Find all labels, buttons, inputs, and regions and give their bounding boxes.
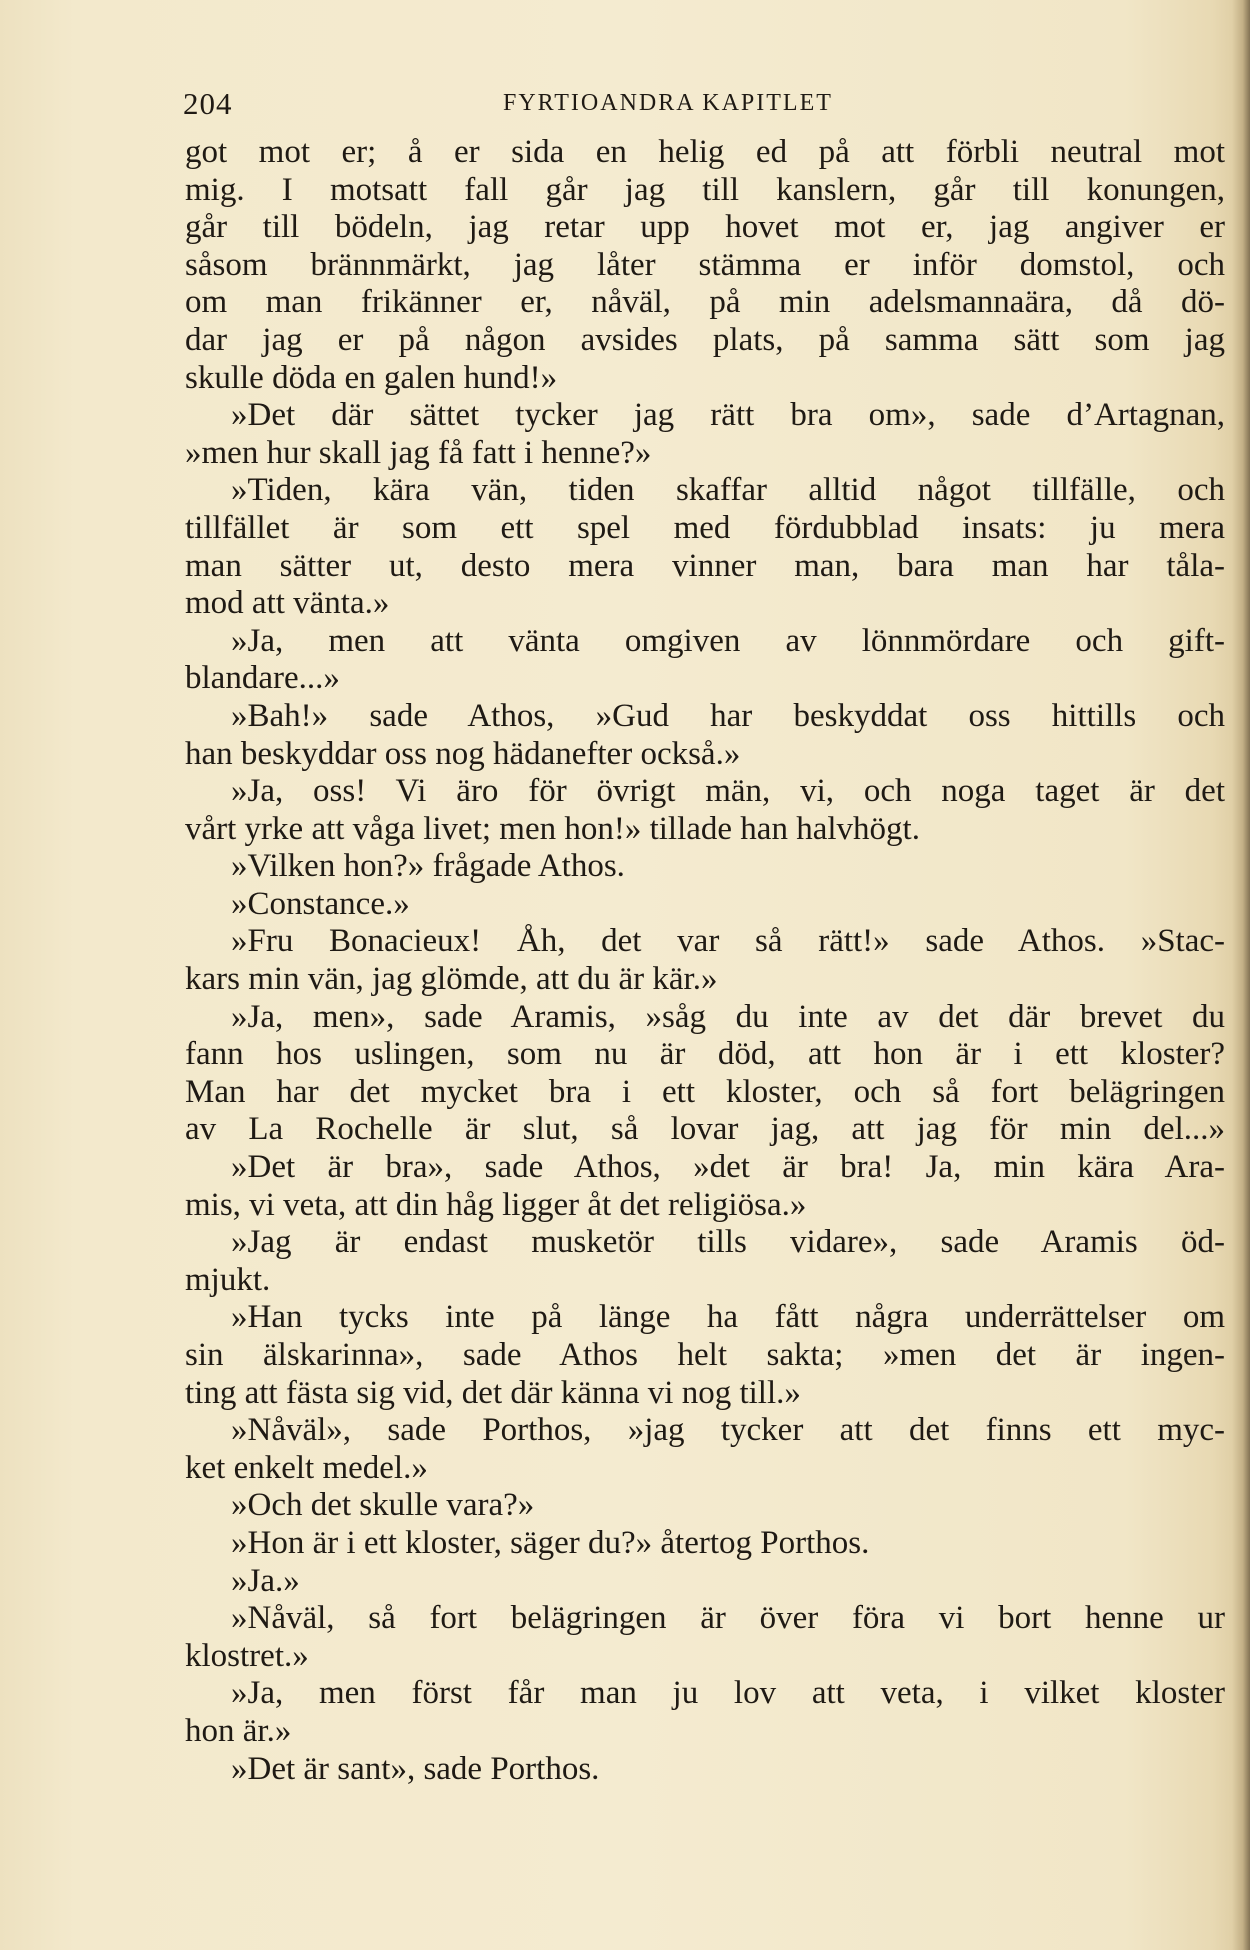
text-line: ket enkelt medel.»	[185, 1449, 428, 1486]
body-text	[185, 134, 1225, 1788]
text-line: »Ja, men», sade Aramis, »såg du inte av det där brevet du	[231, 998, 1225, 1035]
text-line: »Fru Bonacieux! Åh, det var så rätt!» sade Athos. »Stac-	[231, 923, 1225, 960]
text-line: Man har det mycket bra i ett kloster, och så fort belägringen	[185, 1073, 1225, 1110]
text-line: tillfället är som ett spel med fördubblad insats: ju mera	[185, 509, 1225, 546]
text-line: »Och det skulle vara?»	[231, 1487, 535, 1524]
text-line: »Det där sättet tycker jag rätt bra om», sade d’Artagnan,	[231, 397, 1225, 434]
text-line: blandare...»	[185, 660, 340, 697]
text-line: got mot er; å er sida en helig ed på att förbli neutral mot	[185, 134, 1225, 170]
text-line: av La Rochelle är slut, så lovar jag, att jag för min del...»	[185, 1111, 1225, 1148]
text-line: mod att vänta.»	[185, 585, 390, 622]
text-line: mjukt.	[185, 1261, 271, 1298]
text-line: mis, vi veta, att din håg ligger åt det religiösa.»	[185, 1186, 807, 1223]
text-line: »Ja, oss! Vi äro för övrigt män, vi, och noga taget är det	[231, 773, 1225, 810]
text-line: »Tiden, kära vän, tiden skaffar alltid något tillfälle, och	[231, 472, 1225, 509]
text-line: »Nåväl», sade Porthos, »jag tycker att det finns ett myc-	[231, 1412, 1225, 1449]
text-line: om man frikänner er, nåväl, på min adelsmannaära, då dö-	[185, 284, 1225, 321]
text-line: »men hur skall jag få fatt i henne?»	[185, 434, 652, 471]
text-line: dar jag er på någon avsides plats, på samma sätt som jag	[185, 321, 1225, 358]
text-line: »Det är bra», sade Athos, »det är bra! Ja, min kära Ara-	[231, 1149, 1225, 1186]
text-line: »Ja, men först får man ju lov att veta, i vilket kloster	[231, 1675, 1225, 1712]
text-line: kars min vän, jag glömde, att du är kär.»	[185, 961, 718, 998]
text-line: hon är.»	[185, 1712, 292, 1749]
text-line: mig. I motsatt fall går jag till kanslern, går till konungen,	[185, 171, 1225, 208]
page-edge-shadow	[1232, 0, 1250, 1950]
text-line: klostret.»	[185, 1637, 309, 1674]
page-number: 204	[183, 86, 233, 121]
text-line: går till bödeln, jag retar upp hovet mot er, jag angiver er	[185, 209, 1225, 246]
text-line: sin älskarinna», sade Athos helt sakta; »men det är ingen-	[185, 1337, 1225, 1373]
text-line: »Ja.»	[231, 1562, 300, 1599]
text-line: »Constance.»	[231, 885, 410, 922]
running-head: FYRTIOANDRA KAPITLET	[503, 90, 833, 116]
text-line: »Han tycks inte på länge ha fått några underrättelser om	[231, 1299, 1225, 1336]
text-line: såsom brännmärkt, jag låter stämma er inför domstol, och	[185, 246, 1225, 283]
text-line: »Vilken hon?» frågade Athos.	[231, 848, 625, 885]
text-line: skulle döda en galen hund!»	[185, 359, 558, 396]
text-line: »Hon är i ett kloster, säger du?» återtog Porthos.	[231, 1524, 870, 1561]
text-line: »Det är sant», sade Porthos.	[231, 1750, 600, 1787]
text-line: fann hos uslingen, som nu är död, att hon är i ett kloster?	[185, 1036, 1225, 1073]
text-line: »Ja, men att vänta omgiven av lönnmördare och gift-	[231, 622, 1225, 659]
text-line: »Nåväl, så fort belägringen är över föra vi bort henne ur	[231, 1600, 1225, 1637]
text-line: »Jag är endast musketör tills vidare», sade Aramis öd-	[231, 1224, 1225, 1261]
text-line: vårt yrke att våga livet; men hon!» tillade han halvhögt.	[185, 810, 920, 847]
text-line: ting att fästa sig vid, det där känna vi nog till.»	[185, 1374, 801, 1411]
text-line: man sätter ut, desto mera vinner man, bara man har tåla-	[185, 547, 1225, 584]
page-header	[183, 86, 1213, 126]
text-line: »Bah!» sade Athos, »Gud har beskyddat oss hittills och	[231, 697, 1225, 734]
text-line: han beskyddar oss nog hädanefter också.»	[185, 735, 741, 772]
